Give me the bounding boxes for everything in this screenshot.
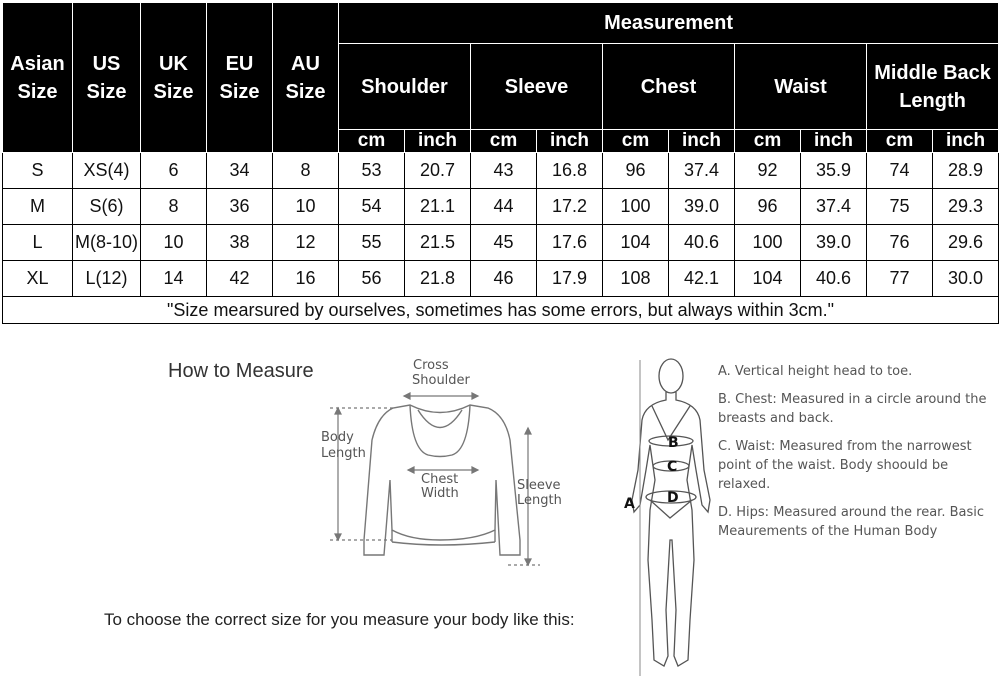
table-cell: 14 (141, 261, 207, 297)
chest-width-label: Chest (421, 472, 459, 487)
table-cell: 53 (339, 153, 405, 189)
table-cell: 54 (339, 189, 405, 225)
table-cell: 39.0 (669, 189, 735, 225)
unit-cm: cm (867, 130, 933, 153)
table-cell: 30.0 (933, 261, 999, 297)
unit-cm: cm (339, 130, 405, 153)
sleeve-length-label: Sleeve (517, 478, 561, 493)
table-cell: 76 (867, 225, 933, 261)
header-chest: Chest (603, 44, 735, 130)
label-c: C (667, 459, 678, 475)
table-cell: S(6) (73, 189, 141, 225)
table-cell: 100 (603, 189, 669, 225)
table-cell: 17.9 (537, 261, 603, 297)
note-a: A. Vertical height head to toe. (718, 364, 913, 379)
table-cell: 44 (471, 189, 537, 225)
table-cell: 16.8 (537, 153, 603, 189)
table-cell: 21.8 (405, 261, 471, 297)
label-b: B (668, 435, 679, 451)
table-cell: 108 (603, 261, 669, 297)
svg-text:Width: Width (421, 486, 459, 501)
table-cell: 104 (603, 225, 669, 261)
header-middle-back-length: Middle Back Length (867, 44, 999, 130)
table-cell: 100 (735, 225, 801, 261)
table-cell: 56 (339, 261, 405, 297)
table-cell: 21.5 (405, 225, 471, 261)
table-cell: M(8-10) (73, 225, 141, 261)
table-cell: 46 (471, 261, 537, 297)
cross-shoulder-label: Cross (413, 358, 449, 373)
table-cell: 34 (207, 153, 273, 189)
table-cell: 42 (207, 261, 273, 297)
table-cell: 40.6 (669, 225, 735, 261)
table-cell: XS(4) (73, 153, 141, 189)
table-note: "Size mearsured by ourselves, sometimes has some errors, but always within 3cm." (3, 297, 999, 324)
unit-cm: cm (471, 130, 537, 153)
table-cell: 75 (867, 189, 933, 225)
table-cell: S (3, 153, 73, 189)
table-cell: 8 (273, 153, 339, 189)
table-cell: 96 (603, 153, 669, 189)
header-shoulder: Shoulder (339, 44, 471, 130)
table-cell: L (3, 225, 73, 261)
table-cell: XL (3, 261, 73, 297)
header-asian-size: Asian Size (3, 3, 73, 153)
table-cell: M (3, 189, 73, 225)
svg-text:Shoulder: Shoulder (412, 373, 470, 388)
unit-inch: inch (801, 130, 867, 153)
table-cell: 29.3 (933, 189, 999, 225)
table-cell: 74 (867, 153, 933, 189)
unit-cm: cm (603, 130, 669, 153)
unit-inch: inch (933, 130, 999, 153)
table-cell: 12 (273, 225, 339, 261)
table-cell: 38 (207, 225, 273, 261)
table-cell: 37.4 (669, 153, 735, 189)
table-cell: 92 (735, 153, 801, 189)
table-cell: 77 (867, 261, 933, 297)
table-cell: 29.6 (933, 225, 999, 261)
instruction-text: To choose the correct size for you measure your body like this: (104, 610, 575, 629)
header-au-size: AU Size (273, 3, 339, 153)
table-cell: 8 (141, 189, 207, 225)
note-c: C. Waist: Measured from the narrowest point of the waist. Body shoould be relaxed. (718, 439, 972, 492)
unit-cm: cm (735, 130, 801, 153)
table-cell: 28.9 (933, 153, 999, 189)
how-to-measure-title: How to Measure (168, 360, 314, 382)
table-cell: 17.2 (537, 189, 603, 225)
table-cell: 21.1 (405, 189, 471, 225)
table-cell: 55 (339, 225, 405, 261)
table-cell: 45 (471, 225, 537, 261)
header-measurement: Measurement (339, 3, 999, 44)
table-cell: L(12) (73, 261, 141, 297)
note-d: D. Hips: Measured around the rear. Basic Meaurements of the Human Body (718, 505, 984, 539)
header-sleeve: Sleeve (471, 44, 603, 130)
table-cell: 36 (207, 189, 273, 225)
table-cell: 35.9 (801, 153, 867, 189)
table-cell: 104 (735, 261, 801, 297)
table-cell: 17.6 (537, 225, 603, 261)
label-a: A (624, 496, 635, 512)
header-eu-size: EU Size (207, 3, 273, 153)
unit-inch: inch (669, 130, 735, 153)
measurement-notes (718, 362, 988, 550)
svg-text:Length: Length (321, 446, 366, 461)
table-cell: 10 (141, 225, 207, 261)
label-d: D (667, 490, 679, 506)
body-length-label: Body (321, 430, 354, 445)
table-cell: 16 (273, 261, 339, 297)
header-uk-size: UK Size (141, 3, 207, 153)
table-cell: 96 (735, 189, 801, 225)
header-waist: Waist (735, 44, 867, 130)
table-cell: 40.6 (801, 261, 867, 297)
unit-inch: inch (405, 130, 471, 153)
note-b: B. Chest: Measured in a circle around the breasts and back. (718, 392, 987, 426)
svg-text:Length: Length (517, 493, 562, 508)
table-cell: 20.7 (405, 153, 471, 189)
table-cell: 37.4 (801, 189, 867, 225)
table-cell: 6 (141, 153, 207, 189)
unit-inch: inch (537, 130, 603, 153)
body-figure (632, 359, 710, 676)
header-us-size: US Size (73, 3, 141, 153)
table-cell: 43 (471, 153, 537, 189)
table-cell: 39.0 (801, 225, 867, 261)
table-cell: 10 (273, 189, 339, 225)
table-cell: 42.1 (669, 261, 735, 297)
